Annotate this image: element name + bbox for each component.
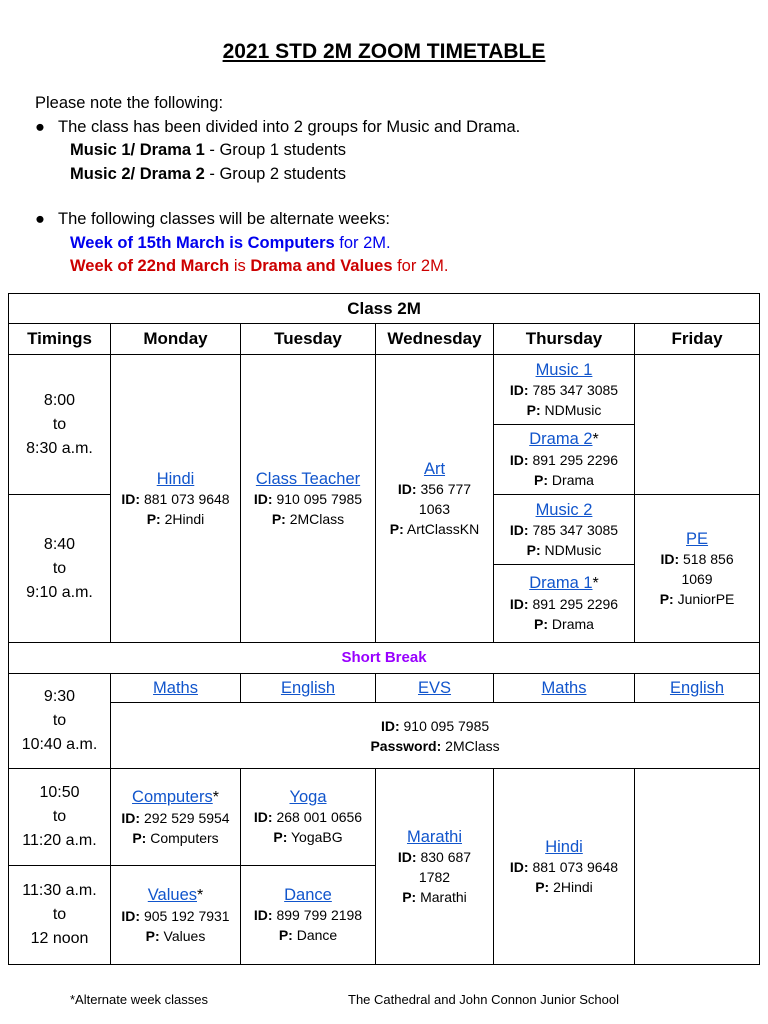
cell-fri-empty bbox=[635, 355, 760, 495]
cell-fri-pe: PE ID: 518 856 1069 P: JuniorPE bbox=[635, 495, 760, 643]
class-header: Class 2M bbox=[9, 294, 760, 324]
link-drama-1[interactable]: Drama 1 bbox=[529, 574, 593, 592]
link-yoga[interactable]: Yoga bbox=[289, 788, 327, 806]
cell-tue-dance: Dance ID: 899 799 2198 P: Dance bbox=[241, 866, 376, 965]
header-friday: Friday bbox=[635, 324, 760, 355]
cell-thu-maths bbox=[494, 674, 635, 703]
link-evs-wed[interactable]: EVS bbox=[417, 679, 452, 697]
time-slot-5: 11:30 a.m. to 12 noon bbox=[9, 866, 111, 965]
cell-mon-values: Values* ID: 905 192 7931 P: Values bbox=[111, 866, 241, 965]
header-wednesday: Wednesday bbox=[376, 324, 494, 355]
notes-bullet-1: ● The class has been divided into 2 groups for Music and Drama. bbox=[35, 116, 520, 140]
cell-tue-english bbox=[241, 674, 376, 703]
link-art[interactable]: Art bbox=[423, 459, 446, 478]
notes-bullet-2: ● The following classes will be alternate weeks: bbox=[35, 208, 520, 232]
cell-wed-marathi: Marathi ID: 830 687 1782 P: Marathi bbox=[376, 769, 494, 965]
cell-common-meeting: ID: 910 095 7985 Password: 2MClass bbox=[111, 703, 760, 769]
short-break: Short Break bbox=[9, 643, 760, 674]
header-thursday: Thursday bbox=[494, 324, 635, 355]
cell-tue-yoga: Yoga ID: 268 001 0656 P: YogaBG bbox=[241, 769, 376, 866]
link-marathi[interactable]: Marathi bbox=[406, 827, 463, 846]
header-tuesday: Tuesday bbox=[241, 324, 376, 355]
link-values[interactable]: Values bbox=[147, 885, 197, 904]
group-1-note: Music 1/ Drama 1 - Group 1 students bbox=[70, 141, 347, 159]
cell-mon-computers: Computers* ID: 292 529 5954 P: Computers bbox=[111, 769, 241, 866]
time-slot-1: 8:00 to 8:30 a.m. bbox=[9, 355, 111, 495]
header-monday: Monday bbox=[111, 324, 241, 355]
page-title: 2021 STD 2M ZOOM TIMETABLE bbox=[222, 40, 546, 63]
link-hindi[interactable]: Hindi bbox=[156, 469, 195, 488]
header-timings: Timings bbox=[9, 324, 111, 355]
notes-intro: Please note the following: bbox=[35, 94, 224, 112]
week-drama-note: Week of 22nd March is Drama and Values for 2M. bbox=[70, 257, 449, 275]
link-music-2[interactable]: Music 2 bbox=[535, 500, 593, 519]
cell-thu-music-1: Music 1 ID: 785 347 3085 P: NDMusic bbox=[494, 355, 635, 425]
bullet-icon: ● bbox=[35, 210, 45, 228]
link-maths-mon[interactable]: Maths bbox=[153, 679, 198, 697]
footer-note: *Alternate week classes bbox=[70, 992, 209, 1007]
bullet-icon: ● bbox=[35, 117, 45, 136]
link-english-fri[interactable]: English bbox=[669, 679, 725, 697]
footer-school: The Cathedral and John Connon Junior School bbox=[348, 992, 620, 1007]
time-slot-3: 9:30 to 10:40 a.m. bbox=[9, 674, 111, 769]
cell-mon-maths bbox=[111, 674, 241, 703]
time-slot-2: 8:40 to 9:10 a.m. bbox=[9, 495, 111, 643]
link-english-tue[interactable]: English bbox=[280, 679, 336, 697]
link-pe[interactable]: PE bbox=[686, 529, 709, 548]
cell-mon-hindi: Hindi ID: 881 073 9648 P: 2Hindi bbox=[111, 355, 241, 643]
group-2-note: Music 2/ Drama 2 - Group 2 students bbox=[70, 164, 347, 183]
week-computers-note: Week of 15th March is Computers for 2M. bbox=[70, 233, 391, 252]
link-music-1[interactable]: Music 1 bbox=[535, 360, 593, 379]
link-maths-thu[interactable]: Maths bbox=[541, 679, 587, 697]
cell-thu-drama-2: Drama 2* ID: 891 295 2296 P: Drama bbox=[494, 425, 635, 495]
cell-wed-art: Art ID: 356 777 1063 P: ArtClassKN bbox=[376, 355, 494, 643]
cell-fri-english bbox=[635, 674, 760, 703]
link-hindi-thu[interactable]: Hindi bbox=[545, 837, 583, 856]
link-class-teacher[interactable]: Class Teacher bbox=[255, 469, 361, 488]
cell-wed-evs bbox=[376, 674, 494, 703]
cell-fri-empty-2 bbox=[635, 769, 760, 965]
notes-section bbox=[35, 92, 520, 279]
cell-tue-class-teacher: Class Teacher ID: 910 095 7985 P: 2MClass bbox=[241, 355, 376, 643]
link-drama-2[interactable]: Drama 2 bbox=[529, 430, 593, 448]
link-dance[interactable]: Dance bbox=[284, 886, 332, 904]
timetable bbox=[8, 293, 760, 965]
cell-thu-music-2: Music 2 ID: 785 347 3085 P: NDMusic bbox=[494, 495, 635, 565]
cell-thu-drama-1: Drama 1* ID: 891 295 2296 P: Drama bbox=[494, 565, 635, 643]
time-slot-4: 10:50 to 11:20 a.m. bbox=[9, 769, 111, 866]
link-computers[interactable]: Computers bbox=[132, 787, 213, 806]
cell-thu-hindi: Hindi ID: 881 073 9648 P: 2Hindi bbox=[494, 769, 635, 965]
